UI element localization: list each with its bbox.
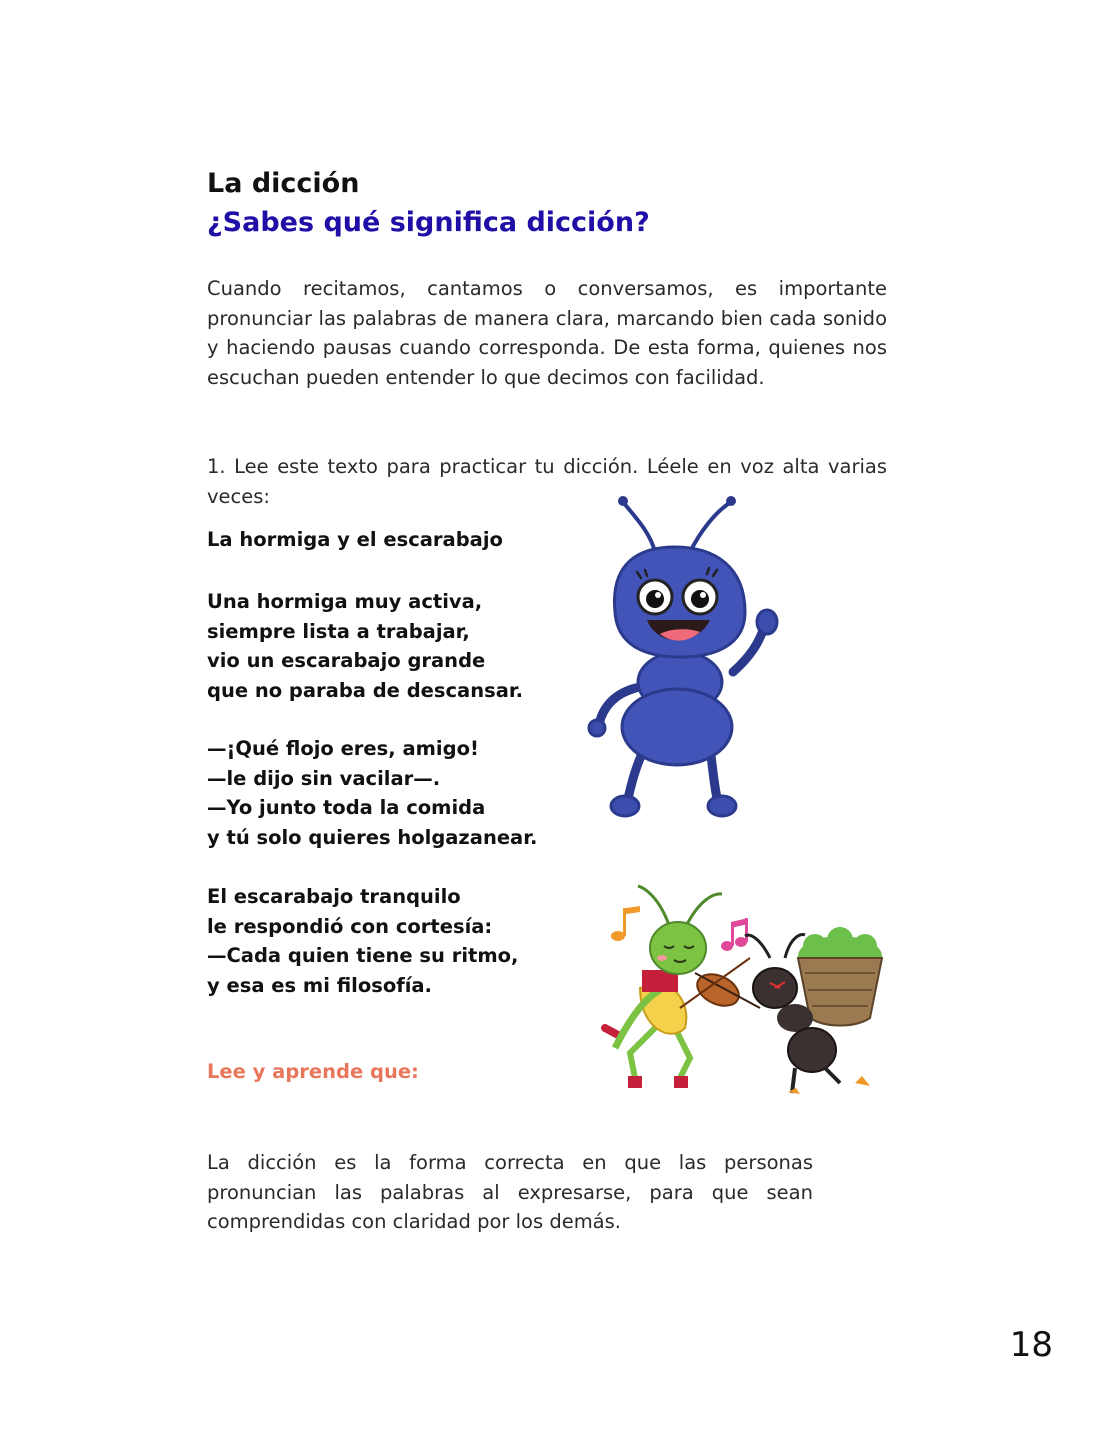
poem-line: que no paraba de descansar. (207, 678, 524, 702)
poem-stanza-1 (207, 587, 523, 705)
poem-line: —¡Qué flojo eres, amigo! (207, 737, 479, 760)
ant-antennae (623, 502, 731, 552)
poem-line: —Yo junto toda la comida (207, 796, 486, 820)
poem-line: siempre lista a trabajar, (207, 619, 470, 643)
learn-heading: Lee y aprende que: (207, 1060, 419, 1083)
instruction-paragraph: 1. Lee este texto para practicar tu dicción. Léele en voz alta varias veces: (207, 455, 887, 508)
basket-icon (798, 927, 882, 1026)
page-number: 18 (1009, 1325, 1053, 1365)
poem-line: El escarabajo tranquilo (207, 885, 461, 908)
poem-line: y esa es mi filosofía. (207, 973, 432, 997)
poem-line: vio un escarabajo grande (207, 649, 486, 673)
poem-line: —le dijo sin vacilar—. (207, 766, 441, 790)
page-subtitle: ¿Sabes qué significa dicción? (207, 207, 650, 238)
poem-line: Una hormiga muy activa, (207, 590, 483, 613)
poem-stanza-3 (207, 882, 518, 1000)
poem-line: le respondió con cortesía: (207, 914, 493, 938)
insects-illustration (600, 878, 890, 1103)
page-title: La dicción (207, 168, 360, 199)
ant-illustration (585, 492, 785, 827)
music-note-icon (611, 906, 640, 941)
intro-paragraph: Cuando recitamos, cantamos o conversamos, es importante pronunciar las palabras de manera clara, marcando bien cada sonido y haciendo pausas cuando corresponda. De esta forma, quienes nos escuchan pueden entender lo que decimos con facilidad. (207, 277, 887, 389)
music-note-icon (721, 918, 748, 951)
poem-line: —Cada quien tiene su ritmo, (207, 944, 519, 968)
poem-stanza-2 (207, 734, 537, 852)
poem-title: La hormiga y el escarabajo (207, 528, 503, 551)
definition-paragraph: La dicción es la forma correcta en que las personas pronuncian las palabras al expresarse, para que sean comprendidas con claridad por los demás. (207, 1151, 813, 1234)
poem-line: y tú solo quieres holgazanear. (207, 825, 538, 849)
